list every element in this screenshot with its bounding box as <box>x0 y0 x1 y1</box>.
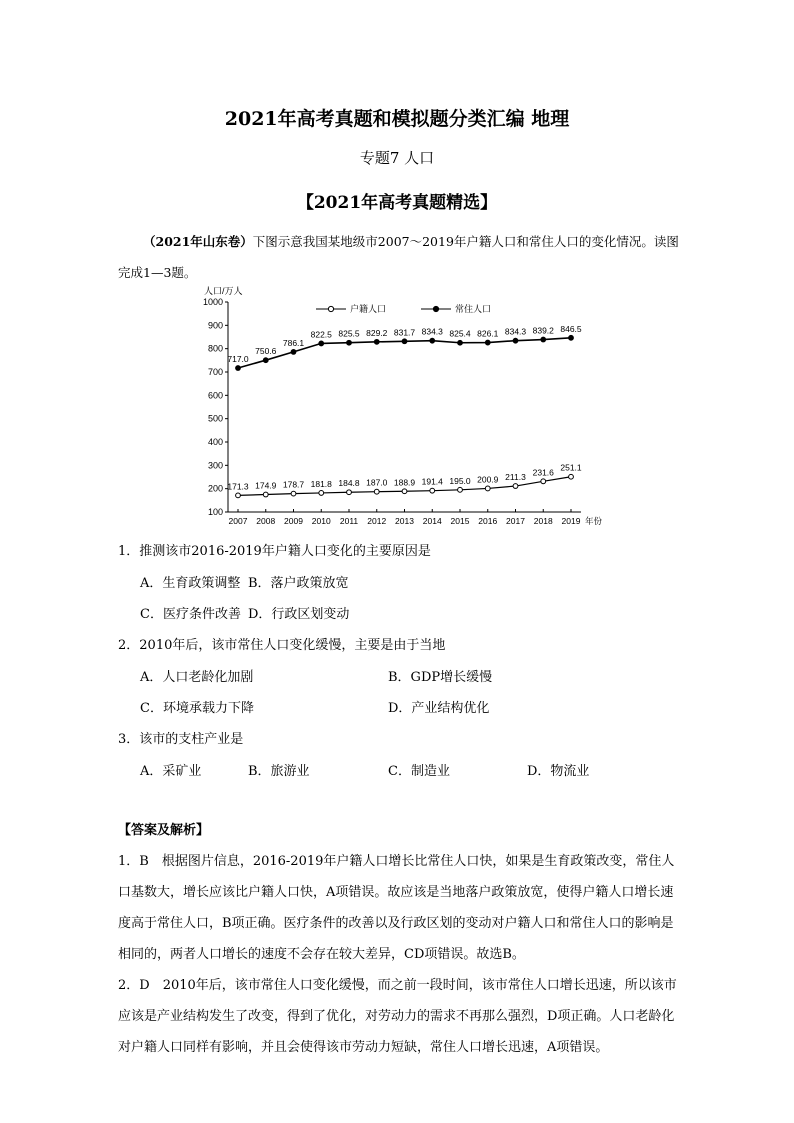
y-tick-label: 400 <box>207 437 223 447</box>
data-label: 231.6 <box>532 467 554 478</box>
data-point <box>541 337 546 342</box>
data-point <box>263 492 268 497</box>
data-label: 834.3 <box>421 326 443 337</box>
data-label: 750.6 <box>255 346 277 357</box>
data-point <box>569 474 574 479</box>
data-point <box>291 491 296 496</box>
data-point <box>430 338 435 343</box>
question-3-stem: 3．该市的支柱产业是 <box>118 732 244 747</box>
data-label: 717.0 <box>227 354 249 365</box>
question-3-option-b: B．旅游业 <box>248 764 310 779</box>
question-2-option-b: B．GDP增长缓慢 <box>388 670 493 685</box>
question-2-option-d: D．产业结构优化 <box>388 701 490 716</box>
x-tick-label: 2010 <box>311 516 331 526</box>
question-3-option-a: A．采矿业 <box>140 764 202 779</box>
question-1-option-d: D．行政区划变动 <box>248 607 350 622</box>
answer-1: 1．B 根据图片信息，2016-2019年户籍人口增长比常住人口快，如果是生育政策改变，常住人口基数大，增长应该比户籍人口快，A项错误。故应该是当地落户政策放宽，使得户籍人口增长速度高于常住人口，B项正确。医疗条件的改善以及行政区划的变动对户籍人口和常住人口的影响是相同的，两者人口增长的速度不会存在较大差异，CD项错误。故选B。 <box>118 854 675 962</box>
x-tick-label: 2018 <box>533 516 553 526</box>
section-heading: 【2021年高考真题精选】 <box>296 193 498 213</box>
topic-subtitle: 专题7 人口 <box>359 149 435 167</box>
data-label: 187.0 <box>366 477 388 488</box>
x-tick-label: 2011 <box>339 516 359 526</box>
data-label: 826.1 <box>477 328 499 339</box>
intro-source: （2021年山东卷） <box>143 234 253 249</box>
data-label: 195.0 <box>449 475 471 486</box>
data-label: 786.1 <box>282 337 305 348</box>
y-axis-label: 人口/万人 <box>204 286 243 296</box>
data-label: 825.4 <box>449 328 471 339</box>
data-point <box>291 350 296 355</box>
y-tick-label: 300 <box>207 460 223 471</box>
data-point <box>485 340 490 345</box>
question-3-option-d: D．物流业 <box>527 764 590 779</box>
data-point <box>402 489 407 494</box>
data-label: 829.2 <box>366 327 388 338</box>
x-tick-label: 2008 <box>256 516 276 526</box>
data-point <box>236 366 241 371</box>
x-tick-label: 2007 <box>228 516 248 526</box>
x-tick-label: 2014 <box>422 516 442 526</box>
data-label: 174.9 <box>255 480 277 491</box>
data-point <box>569 335 574 340</box>
data-label: 251.1 <box>560 462 582 473</box>
question-1-stem: 1．推测该市2016-2019年户籍人口变化的主要原因是 <box>118 544 431 559</box>
y-tick-label: 900 <box>207 320 223 331</box>
question-2-option-c: C．环境承载力下降 <box>140 701 254 716</box>
data-point <box>263 358 268 363</box>
document-title: 2021年高考真题和模拟题分类汇编 地理 <box>224 108 570 130</box>
data-point <box>347 340 352 345</box>
x-tick-label: 2017 <box>506 516 525 526</box>
data-point <box>374 339 379 344</box>
y-tick-label: 700 <box>207 367 223 377</box>
question-1-option-b: B．落户政策放宽 <box>248 576 349 591</box>
data-label: 831.7 <box>393 327 416 338</box>
y-tick-label: 600 <box>207 390 223 401</box>
data-point <box>402 339 407 344</box>
question-intro <box>118 226 688 288</box>
data-label: 834.3 <box>504 326 527 337</box>
data-point <box>485 486 490 491</box>
data-point <box>458 487 463 492</box>
x-tick-label: 2016 <box>478 516 498 526</box>
y-tick-label: 800 <box>207 343 223 354</box>
data-point <box>236 493 241 498</box>
data-label: 825.5 <box>338 328 360 339</box>
y-tick-label: 1000 <box>202 297 223 307</box>
data-label: 184.8 <box>338 478 360 489</box>
data-point <box>430 488 435 493</box>
answers-heading: 【答案及解析】 <box>118 823 210 838</box>
data-label: 171.3 <box>227 481 249 492</box>
question-1-option-c: C．医疗条件改善 <box>140 607 241 622</box>
data-label: 211.3 <box>505 472 526 483</box>
data-label: 839.2 <box>532 325 554 336</box>
legend-marker <box>328 306 333 311</box>
x-tick-label: 2009 <box>284 516 303 526</box>
data-label: 178.7 <box>282 479 305 490</box>
y-tick-label: 100 <box>207 507 223 517</box>
data-label: 200.9 <box>477 474 499 485</box>
data-point <box>458 340 463 345</box>
data-label: 191.4 <box>421 476 443 487</box>
question-3-option-c: C．制造业 <box>388 764 450 779</box>
data-point <box>541 479 546 484</box>
y-tick-label: 500 <box>207 413 223 424</box>
x-tick-label: 2013 <box>395 516 414 526</box>
data-label: 181.8 <box>310 478 332 489</box>
data-label: 822.5 <box>310 329 332 340</box>
x-tick-label: 2012 <box>367 516 387 526</box>
data-label: 846.5 <box>560 323 582 334</box>
population-line-chart <box>196 282 616 532</box>
y-tick-label: 200 <box>207 483 223 494</box>
data-point <box>347 490 352 495</box>
x-tick-label: 2019 <box>561 516 581 526</box>
legend-label: 常住人口 <box>455 304 492 314</box>
data-point <box>319 341 324 346</box>
intro-text: 下图示意我国某地级市2007～2019年户籍人口和常住人口的变化情况。读图完成1—3题。 <box>118 234 679 280</box>
legend-label: 户籍人口 <box>350 304 387 314</box>
x-axis-label: 年份 <box>585 516 603 526</box>
question-1-option-a: A．生育政策调整 <box>140 576 241 591</box>
data-point <box>319 491 324 496</box>
data-label: 188.9 <box>393 477 416 488</box>
question-2-option-a: A．人口老龄化加剧 <box>140 670 254 685</box>
data-point <box>513 484 518 489</box>
x-tick-label: 2015 <box>450 516 470 526</box>
data-point <box>374 489 379 494</box>
answer-2: 2．D 2010年后，该市常住人口变化缓慢，而之前一段时间，该市常住人口增长迅速，所以该市应该是产业结构发生了改变，得到了优化，对劳动力的需求不再那么强烈，D项正确。人口老龄化对户籍人口同样有影响，并且会使得该市劳动力短缺，常住人口增长迅速，A项错误。 <box>118 978 677 1055</box>
question-2-stem: 2．2010年后，该市常住人口变化缓慢，主要是由于当地 <box>118 638 446 653</box>
legend-marker <box>433 306 438 311</box>
data-point <box>513 338 518 343</box>
